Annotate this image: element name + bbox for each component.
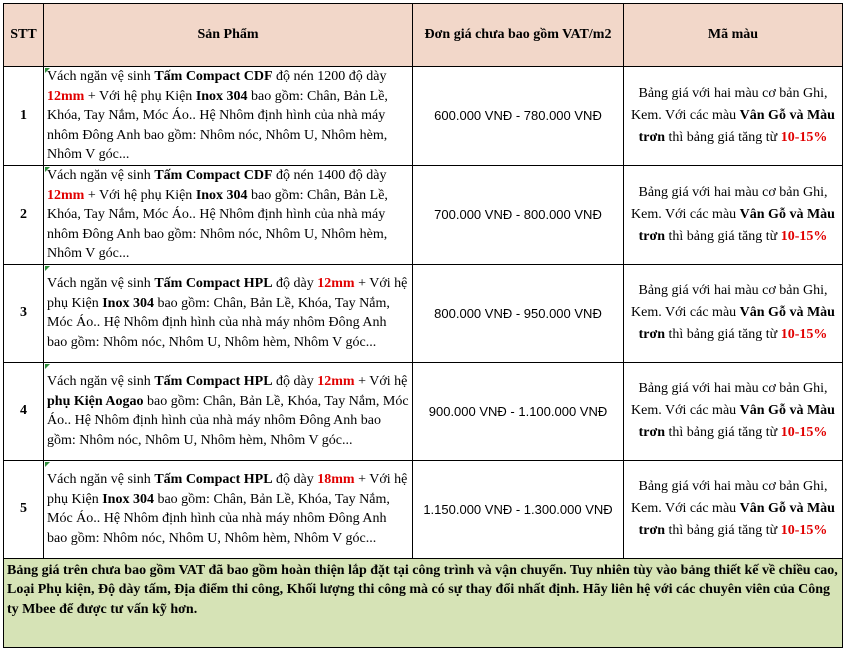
product-segment: độ dày	[272, 472, 318, 488]
footer-note: Bảng giá trên chưa bao gồm VAT đã bao gồm hoàn thiện lắp đặt tại công trình và vận chuyển. Tuy nhiên tùy vào bảng thiết kế về chiều cao, Loại Phụ kiện, Độ dày tấm, Địa điểm thi công, Khối lượng thi công mà có sự thay đổi nhất định. Hãy liên hệ với các chuyên viên của Công ty Mbee để được tư vấn kỹ hơn.	[4, 558, 843, 647]
color-note-segment: Bảng giá với hai màu cơ bản Ghi, Kem. Với các màu	[631, 479, 828, 517]
product-segment: 18mm	[317, 472, 355, 488]
product-segment: bao gồm: Chân, Bản Lề, Khóa, Tay Nắm, Móc Áo.. Hệ Nhôm định hình của nhà máy nhôm Đông Anh bao gồm: Nhôm nóc, Nhôm U, Nhôm hèm, Nhôm V góc...	[47, 393, 409, 449]
product-segment: Vách ngăn vệ sinh	[47, 276, 155, 292]
color-note-segment: Vân Gỗ và Màu trơn	[638, 403, 835, 441]
row-stt: 5	[4, 460, 44, 558]
product-segment: Tấm Compact CDF	[154, 69, 273, 84]
color-note-segment: thì bảng giá tăng từ	[665, 129, 781, 145]
table-row	[4, 264, 843, 362]
product-segment: 12mm	[317, 374, 355, 390]
color-note-segment: 10-15%	[780, 327, 828, 343]
row-product	[44, 460, 413, 558]
row-product	[44, 264, 413, 362]
product-segment: + Với hệ phụ Kiện	[84, 88, 196, 104]
product-segment: 12mm	[47, 88, 85, 104]
product-segment: Vách ngăn vệ sinh	[47, 374, 155, 390]
product-segment: bao gồm: Chân, Bản Lề, Khóa, Tay Nắm, Móc Áo.. Hệ Nhôm định hình của nhà máy nhôm Đông Anh bao gồm: Nhôm nóc, Nhôm U, Nhôm hèm, Nhôm V góc...	[47, 295, 390, 351]
table-row	[4, 460, 843, 558]
table-row	[4, 362, 843, 460]
row-product	[44, 165, 413, 264]
row-price: 900.000 VNĐ - 1.100.000 VNĐ	[413, 362, 624, 460]
product-segment: Inox 304	[102, 295, 154, 311]
product-segment: + Với hệ phụ Kiện	[84, 187, 196, 203]
product-segment: + Với hệ phụ Kiện	[47, 276, 408, 311]
color-note-segment: thì bảng giá tăng từ	[665, 228, 781, 244]
product-segment: + Với hệ phụ Kiện	[47, 472, 408, 507]
row-stt: 3	[4, 264, 44, 362]
product-segment: Tấm Compact HPL	[154, 472, 273, 488]
product-segment: Tấm Compact HPL	[154, 374, 273, 390]
product-segment: độ nén 1200 độ dày	[272, 69, 387, 84]
color-note-segment: 10-15%	[780, 523, 828, 539]
color-note-segment: Vân Gỗ và Màu trơn	[638, 501, 835, 539]
color-note-segment: 10-15%	[780, 228, 828, 244]
row-color-note	[624, 362, 843, 460]
row-product	[44, 67, 413, 166]
row-price: 1.150.000 VNĐ - 1.300.000 VNĐ	[413, 460, 624, 558]
table-header-row	[4, 4, 843, 67]
product-segment: Inox 304	[195, 187, 248, 203]
row-color-note	[624, 165, 843, 264]
product-segment: độ nén 1400 độ dày	[272, 167, 387, 183]
product-segment: Tấm Compact CDF	[154, 167, 273, 183]
color-note-segment: thì bảng giá tăng từ	[665, 425, 781, 441]
product-segment: Vách ngăn vệ sinh	[47, 167, 155, 183]
row-color-note	[624, 264, 843, 362]
row-stt: 1	[4, 67, 44, 166]
header-price: Đơn giá chưa bao gồm VAT/m2	[413, 4, 624, 67]
product-segment: độ dày	[272, 374, 318, 390]
product-segment: Inox 304	[102, 491, 154, 507]
row-color-note	[624, 460, 843, 558]
header-color: Mã màu	[624, 4, 843, 67]
product-segment: bao gồm: Chân, Bản Lề, Khóa, Tay Nắm, Móc Áo.. Hệ Nhôm định hình của nhà máy nhôm Đông Anh bao gồm: Nhôm nóc, Nhôm U, Nhôm hèm, Nhôm V góc...	[47, 88, 388, 163]
price-table-container	[3, 3, 843, 648]
row-product	[44, 362, 413, 460]
header-product: Sản Phẩm	[44, 4, 413, 67]
header-stt: STT	[4, 4, 44, 67]
row-price: 700.000 VNĐ - 800.000 VNĐ	[413, 165, 624, 264]
product-segment: + Với hệ	[354, 374, 408, 390]
color-note-segment: 10-15%	[780, 129, 828, 145]
table-footer-row	[4, 558, 843, 647]
table-row	[4, 67, 843, 166]
color-note-segment: Bảng giá với hai màu cơ bản Ghi, Kem. Với các màu	[631, 184, 828, 222]
table-row	[4, 165, 843, 264]
product-segment: Vách ngăn vệ sinh	[47, 69, 155, 84]
color-note-segment: Bảng giá với hai màu cơ bản Ghi, Kem. Với các màu	[631, 85, 828, 123]
row-price: 600.000 VNĐ - 780.000 VNĐ	[413, 67, 624, 166]
color-note-segment: thì bảng giá tăng từ	[665, 327, 781, 343]
product-segment: độ dày	[272, 276, 318, 292]
product-segment: phụ Kiện Aogao	[47, 393, 144, 409]
row-stt: 2	[4, 165, 44, 264]
color-note-segment: 10-15%	[780, 425, 828, 441]
color-note-segment: Vân Gỗ và Màu trơn	[638, 305, 835, 343]
price-table	[3, 3, 843, 648]
product-segment: 12mm	[317, 276, 355, 292]
product-segment: bao gồm: Chân, Bản Lề, Khóa, Tay Nắm, Móc Áo.. Hệ Nhôm định hình của nhà máy nhôm Đông Anh bao gồm: Nhôm nóc, Nhôm U, Nhôm hèm, Nhôm V góc...	[47, 187, 388, 262]
color-note-segment: Vân Gỗ và Màu trơn	[638, 206, 835, 244]
color-note-segment: Vân Gỗ và Màu trơn	[638, 107, 835, 145]
product-segment: Inox 304	[195, 88, 248, 104]
product-segment: Vách ngăn vệ sinh	[47, 472, 155, 488]
color-note-segment: Bảng giá với hai màu cơ bản Ghi, Kem. Với các màu	[631, 283, 828, 321]
color-note-segment: Bảng giá với hai màu cơ bản Ghi, Kem. Với các màu	[631, 381, 828, 419]
row-color-note	[624, 67, 843, 166]
color-note-segment: thì bảng giá tăng từ	[665, 523, 781, 539]
product-segment: 12mm	[47, 187, 85, 203]
product-segment: Tấm Compact HPL	[154, 276, 273, 292]
row-stt: 4	[4, 362, 44, 460]
row-price: 800.000 VNĐ - 950.000 VNĐ	[413, 264, 624, 362]
product-segment: bao gồm: Chân, Bản Lề, Khóa, Tay Nắm, Móc Áo.. Hệ Nhôm định hình của nhà máy nhôm Đông Anh bao gồm: Nhôm nóc, Nhôm U, Nhôm hèm, Nhôm V góc...	[47, 491, 390, 547]
